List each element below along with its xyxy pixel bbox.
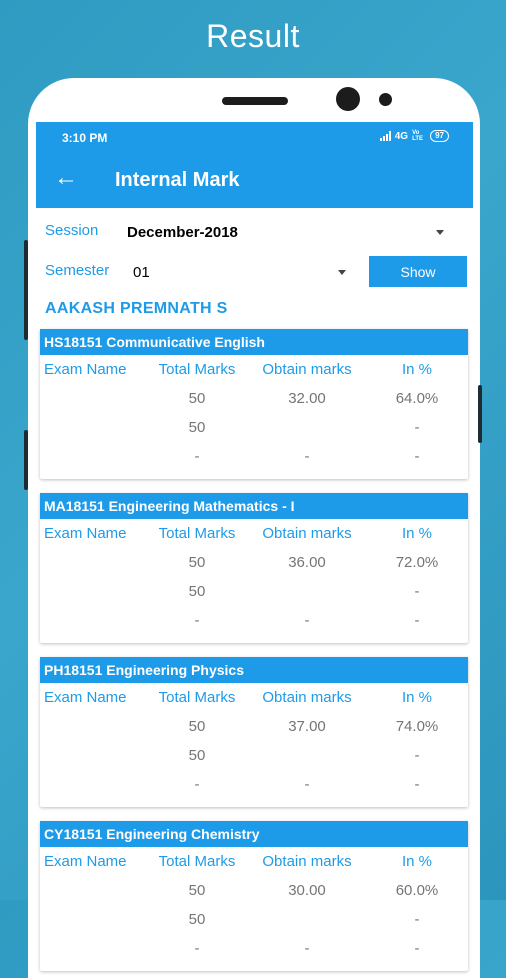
subject-title: PH18151 Engineering Physics [40, 657, 468, 683]
table-row [40, 905, 468, 934]
obtain-marks-cell: - [304, 776, 310, 793]
total-marks-header: Total Marks [158, 525, 236, 542]
percent-cell: 74.0% [395, 718, 439, 735]
table-row [40, 741, 468, 770]
total-marks-cell: 50 [188, 747, 206, 764]
phone-side-button-right [478, 385, 482, 443]
table-row [40, 384, 468, 413]
total-marks-cell: - [194, 776, 200, 793]
percent-cell: - [414, 419, 420, 436]
total-marks-cell: 50 [188, 390, 206, 407]
semester-value: 01 [133, 264, 150, 281]
percent-cell: 72.0% [395, 554, 439, 571]
total-marks-header: Total Marks [158, 853, 236, 870]
total-marks-cell: - [194, 940, 200, 957]
session-label: Session [45, 222, 99, 239]
table-header-row [40, 519, 468, 548]
total-marks-cell: 50 [188, 554, 206, 571]
total-marks-header: Total Marks [158, 361, 236, 378]
total-marks-cell: 50 [188, 583, 206, 600]
exam-name-header: Exam Name [44, 689, 127, 706]
phone-camera [336, 87, 360, 111]
promo-title: Result [206, 18, 300, 54]
phone-sensor [379, 93, 392, 106]
total-marks-cell: 50 [188, 911, 206, 928]
exam-name-header: Exam Name [44, 853, 127, 870]
percent-cell: - [414, 612, 420, 629]
obtain-marks-cell: - [304, 940, 310, 957]
obtain-marks-cell: - [304, 612, 310, 629]
session-select[interactable] [126, 218, 456, 246]
show-button[interactable]: Show [369, 256, 467, 287]
battery-icon: 97 [430, 130, 449, 142]
chevron-down-icon [436, 230, 444, 235]
table-row [40, 934, 468, 963]
exam-name-header: Exam Name [44, 361, 127, 378]
percent-header: In % [401, 361, 432, 378]
app-bar [36, 152, 473, 208]
subject-title: CY18151 Engineering Chemistry [40, 821, 468, 847]
phone-speaker [222, 97, 288, 105]
network-label: 4G [394, 130, 409, 142]
obtain-marks-cell: 30.00 [288, 882, 326, 899]
table-row [40, 712, 468, 741]
percent-header: In % [401, 853, 432, 870]
subject-card [40, 493, 468, 643]
percent-cell: - [414, 776, 420, 793]
table-row [40, 442, 468, 471]
subject-title: HS18151 Communicative English [40, 329, 468, 355]
table-header-row [40, 683, 468, 712]
chevron-down-icon [338, 270, 346, 275]
total-marks-cell: - [194, 448, 200, 465]
obtain-marks-cell: 36.00 [288, 554, 326, 571]
subject-card [40, 657, 468, 807]
subject-card [40, 329, 468, 479]
obtain-marks-header: Obtain marks [262, 853, 352, 870]
percent-cell: 64.0% [395, 390, 439, 407]
table-row [40, 606, 468, 635]
back-arrow-icon[interactable]: ← [54, 164, 78, 191]
total-marks-cell: 50 [188, 882, 206, 899]
status-icons [380, 130, 449, 142]
percent-header: In % [401, 689, 432, 706]
percent-cell: 60.0% [395, 882, 439, 899]
table-row [40, 577, 468, 606]
obtain-marks-header: Obtain marks [262, 689, 352, 706]
obtain-marks-header: Obtain marks [262, 361, 352, 378]
total-marks-cell: - [194, 612, 200, 629]
session-value: December-2018 [127, 224, 238, 241]
total-marks-cell: 50 [188, 718, 206, 735]
volte-label: Vo LTE [412, 130, 423, 142]
percent-cell: - [414, 448, 420, 465]
student-name: AAKASH PREMNATH S [45, 300, 228, 317]
phone-side-button-left-2 [24, 430, 28, 490]
obtain-marks-header: Obtain marks [262, 525, 352, 542]
table-row [40, 770, 468, 799]
semester-select[interactable] [132, 258, 356, 286]
signal-icon [380, 131, 391, 141]
percent-cell: - [414, 940, 420, 957]
percent-cell: - [414, 747, 420, 764]
table-row [40, 413, 468, 442]
obtain-marks-cell: 32.00 [288, 390, 326, 407]
table-row [40, 548, 468, 577]
app-screen [36, 122, 473, 957]
obtain-marks-cell: 37.00 [288, 718, 326, 735]
table-row [40, 876, 468, 905]
subject-card [40, 821, 468, 971]
percent-cell: - [414, 583, 420, 600]
table-header-row [40, 847, 468, 876]
obtain-marks-cell: - [304, 448, 310, 465]
subject-title: MA18151 Engineering Mathematics - I [40, 493, 468, 519]
percent-cell: - [414, 911, 420, 928]
total-marks-header: Total Marks [158, 689, 236, 706]
semester-label: Semester [45, 262, 110, 279]
phone-side-button-left [24, 240, 28, 340]
table-header-row [40, 355, 468, 384]
percent-header: In % [401, 525, 432, 542]
screen-title: Internal Mark [115, 169, 240, 191]
status-bar [36, 122, 473, 152]
status-time: 3:10 PM [62, 131, 108, 145]
total-marks-cell: 50 [188, 419, 206, 436]
exam-name-header: Exam Name [44, 525, 127, 542]
